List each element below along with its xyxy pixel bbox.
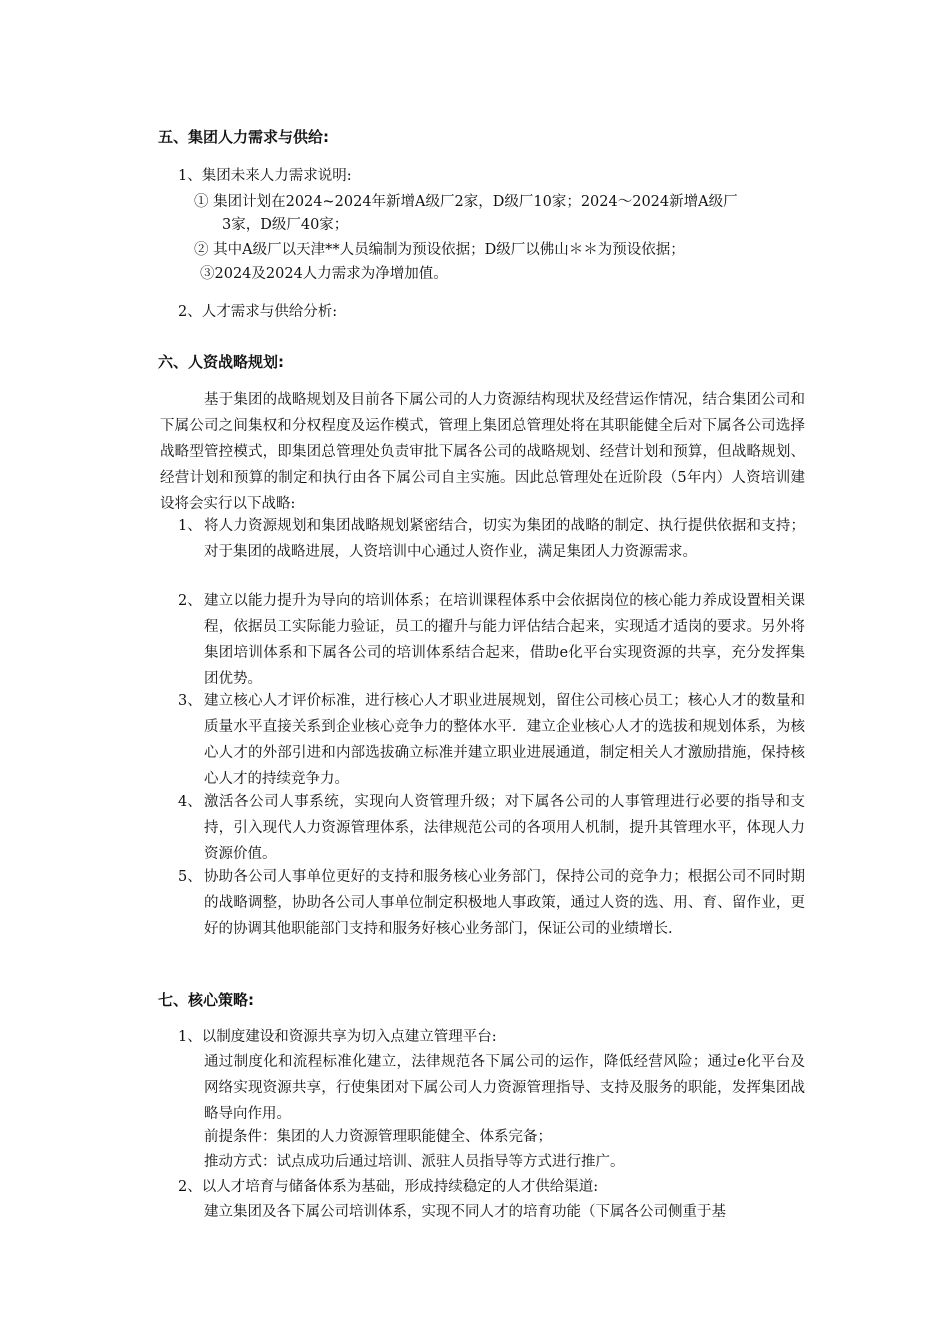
s6-item5-number: 5、	[178, 869, 202, 885]
section-heading-6: 六、人资战略规划:	[158, 353, 284, 371]
s7-item1-body: 通过制度化和流程标准化建立，法律规范各下属公司的运作，降低经营风险；通过e化平台及网络实现资源共享，行使集团对下属公司人力资源管理指导、支持及服务的职能，发挥集团战略导向作用。	[204, 1054, 805, 1122]
s6-item4-text: 激活各公司人事系统，实现向人资管理升级；对下属各公司的人事管理进行必要的指导和支持，引入现代人力资源管理体系，法律规范公司的各项用人机制，提升其管理水平，体现人力资源价值。	[204, 794, 805, 862]
s6-item4-number: 4、	[178, 794, 202, 810]
s6-item5-text: 协助各公司人事单位更好的支持和服务核心业务部门，保持公司的竞争力；根据公司不同时期的战略调整，协助各公司人事单位制定积极地人事政策，通过人资的选、用、育、留作业，更好的协调其他职能部门支持和服务好核心业务部门，保证公司的业绩增长.	[204, 869, 805, 937]
s5-note-1-cont: 3家，D级厂40家；	[222, 217, 349, 233]
s6-item3-text: 建立核心人才评价标准，进行核心人才职业进展规划，留住公司核心员工；核心人才的数量和质量水平直接关系到企业核心竞争力的整体水平．建立企业核心人才的选拔和规划体系，为核心人才的外部引进和内部选拔确立标准并建立职业进展通道，制定相关人才激励措施，保持核心人才的持续竞争力。	[204, 693, 805, 787]
s6-item3-number: 3、	[178, 693, 202, 709]
s7-item1-method: 推动方式：试点成功后通过培训、派驻人员指导等方式进行推广。	[204, 1154, 625, 1170]
s7-item2-label: 2、以人才培育与储备体系为基础，形成持续稳定的人才供给渠道:	[178, 1179, 599, 1195]
s6-item1-number: 1、	[178, 518, 202, 534]
s5-note-2: ② 其中A级厂以天津**人员编制为预设依据；D级厂以佛山＊＊为预设依据；	[194, 242, 685, 258]
s5-item1-label: 1、集团未来人力需求说明:	[178, 168, 352, 184]
s7-item2-body: 建立集团及各下属公司培训体系，实现不同人才的培育功能（下属各公司侧重于基	[204, 1204, 726, 1220]
s7-item1-label: 1、以制度建设和资源共享为切入点建立管理平台:	[178, 1029, 497, 1045]
section-heading-7: 七、核心策略:	[158, 991, 254, 1009]
s7-item1-premise: 前提条件：集团的人力资源管理职能健全、体系完备；	[204, 1129, 552, 1145]
s6-item2-number: 2、	[178, 593, 202, 609]
s6-intro-paragraph: 基于集团的战略规划及目前各下属公司的人力资源结构现状及经营运作情况，结合集团公司和下属公司之间集权和分权程度及运作模式，管理上集团总管理处将在其职能健全后对下属各公司选择战略型管控模式，即集团总管理处负责审批下属各公司的战略规划、经营计划和预算，但战略规划、经营计划和预算的制定和执行由各下属公司自主实施。因此总管理处在近阶段（5年内）人资培训建设将会实行以下战略:	[160, 392, 805, 512]
s6-item2-text: 建立以能力提升为导向的培训体系；在培训课程体系中会依据岗位的核心能力养成设置相关课程，依据员工实际能力验证，员工的擢升与能力评估结合起来，实现适才适岗的要求。另外将集团培训体系和下属各公司的培训体系结合起来，借助e化平台实现资源的共享，充分发挥集团优势。	[204, 593, 805, 687]
s5-note-1: ① 集团计划在2024~2024年新增A级厂2家，D级厂10家；2024～2024新增A级厂	[194, 194, 738, 210]
s6-item1-text: 将人力资源规划和集团战略规划紧密结合，切实为集团的战略的制定、执行提供依据和支持；对于集团的战略进展，人资培训中心通过人资作业，满足集团人力资源需求。	[204, 518, 805, 560]
section-heading-5: 五、集团人力需求与供给:	[158, 128, 329, 146]
s5-item2-label: 2、人才需求与供给分析:	[178, 304, 338, 320]
s5-note-3: ③2024及2024人力需求为净增加值。	[200, 266, 448, 282]
